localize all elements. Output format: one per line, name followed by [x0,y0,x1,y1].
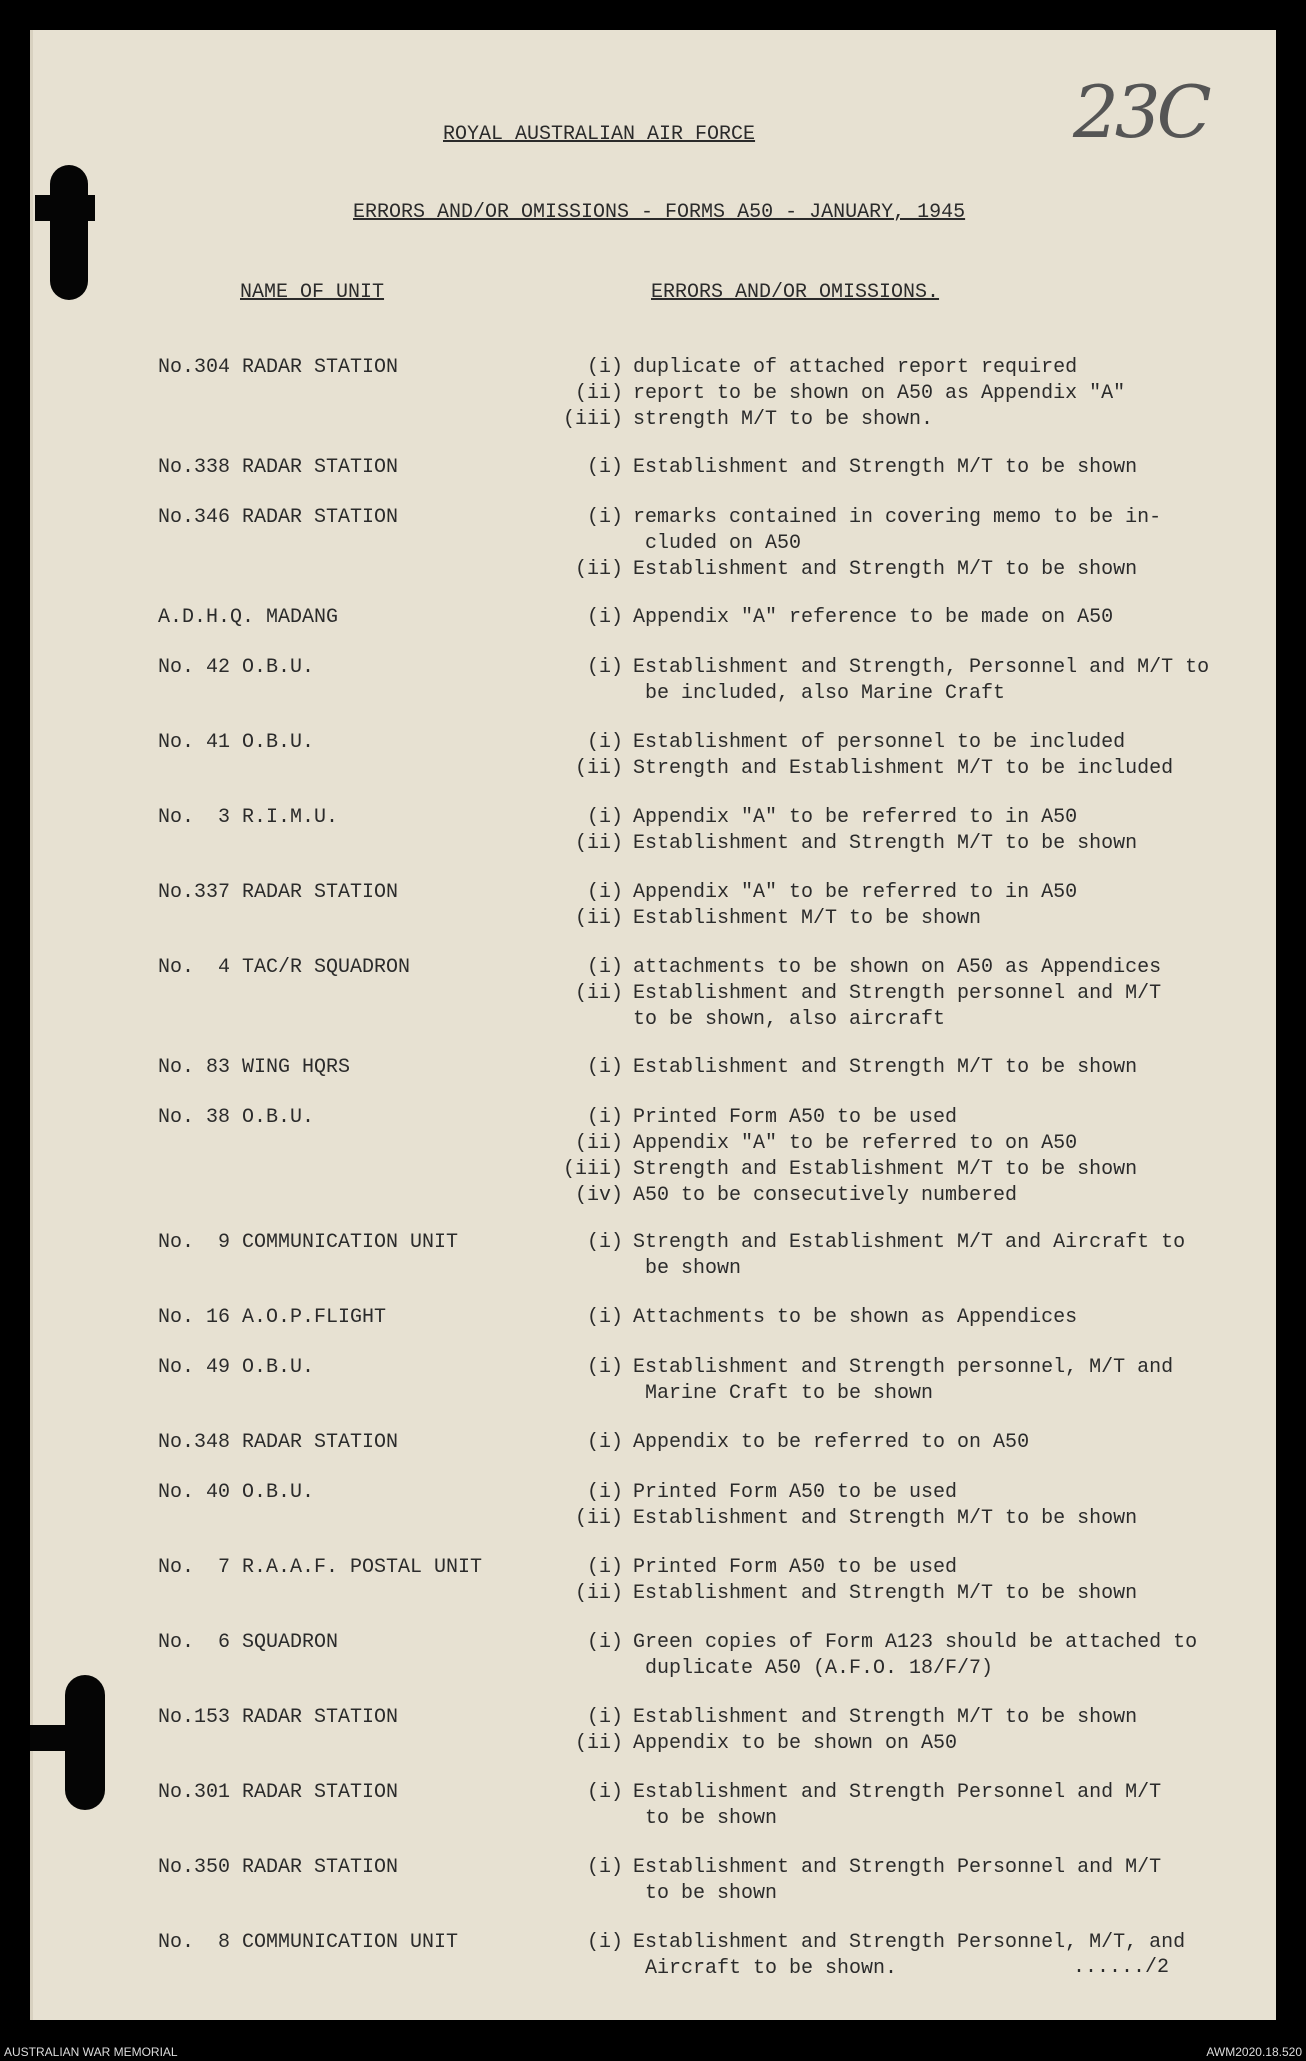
error-list [553,1355,1173,1407]
error-item [553,805,1137,831]
error-item [553,730,1173,756]
error-text: remarks contained in covering memo to be in- [633,506,1162,529]
error-text: be shown [633,1257,742,1280]
error-list [553,455,1137,481]
error-item [553,1230,1185,1256]
error-number: (i) [586,1556,623,1579]
error-text: cluded on A50 [633,532,802,555]
error-number: (i) [586,1106,623,1129]
error-number: (iv) [574,1184,623,1207]
error-number: (ii) [574,832,623,855]
error-number: (i) [586,656,623,679]
error-text: Establishment and Strength M/T to be shown [633,456,1138,479]
punch-hole-top [50,165,88,300]
error-item [553,1555,1137,1581]
error-list [553,805,1137,857]
error-text: duplicate A50 (A.F.O. 18/F/7) [633,1657,994,1680]
error-text: Establishment and Strength M/T to be shown [633,1507,1138,1530]
unit-name: No.153 RADAR STATION [158,1706,399,1729]
error-list [553,1055,1137,1081]
unit-name: No.350 RADAR STATION [158,1856,399,1879]
error-list [553,1480,1137,1532]
error-item [553,981,1161,1007]
error-text: duplicate of attached report required [633,356,1078,379]
error-number: (i) [586,1931,623,1954]
error-item [553,1506,1137,1532]
error-list [553,880,1077,932]
error-item [553,1480,1137,1506]
error-list [553,1780,1161,1832]
folio-number: 23C [1073,70,1208,154]
error-text: Establishment and Strength M/T to be shown [633,1706,1138,1729]
error-item [553,1131,1137,1157]
error-item [553,355,1125,381]
error-text: Appendix to be shown on A50 [633,1732,958,1755]
error-text: Appendix "A" to be referred to in A50 [633,881,1078,904]
error-list [553,1555,1137,1607]
error-number: (ii) [574,757,623,780]
error-text: Printed Form A50 to be used [633,1556,958,1579]
error-list [553,1230,1185,1282]
error-item [553,831,1137,857]
error-item [553,455,1137,481]
error-text: Establishment and Strength Personnel and M/T [633,1781,1162,1804]
unit-name: No.346 RADAR STATION [158,506,399,529]
error-item [553,1157,1137,1183]
error-text: Establishment and Strength M/T to be shown [633,1582,1138,1605]
error-item [553,505,1161,531]
error-number: (ii) [574,1132,623,1155]
unit-name: No. 40 O.B.U. [158,1481,315,1504]
error-text: Appendix "A" to be referred to on A50 [633,1132,1078,1155]
unit-name: No.348 RADAR STATION [158,1431,399,1454]
footer-left: AUSTRALIAN WAR MEMORIAL [4,2045,178,2059]
error-text: to be shown, also aircraft [633,1008,946,1031]
error-item [553,605,1113,631]
error-text: Appendix to be referred to on A50 [633,1431,1030,1454]
error-list [553,505,1161,583]
unit-name: No. 16 A.O.P.FLIGHT [158,1306,387,1329]
error-number: (i) [586,1781,623,1804]
error-item [553,1055,1137,1081]
error-number: (i) [586,1431,623,1454]
unit-name: No. 83 WING HQRS [158,1056,351,1079]
unit-name: No. 49 O.B.U. [158,1356,315,1379]
error-item [553,906,1077,932]
error-item [553,681,1209,707]
error-number: (ii) [574,382,623,405]
error-number: (iii) [562,408,623,431]
error-number: (i) [586,956,623,979]
error-number: (i) [586,1056,623,1079]
unit-name: No. 6 SQUADRON [158,1631,339,1654]
error-text: Aircraft to be shown. [633,1957,898,1980]
error-list [553,1705,1137,1757]
header-errors: ERRORS AND/OR OMISSIONS. [651,281,940,304]
header-unit: NAME OF UNIT [240,281,385,304]
error-text: to be shown [633,1882,778,1905]
error-text: Strength and Establishment M/T to be included [633,757,1174,780]
document-page [30,30,1276,2020]
error-item [553,1881,1161,1907]
error-item [553,1256,1185,1282]
error-text: Establishment and Strength, Personnel and M/T to [633,656,1210,679]
document-title: ROYAL AUSTRALIAN AIR FORCE [443,123,756,146]
error-item [553,1430,1029,1456]
error-number: (ii) [574,1582,623,1605]
error-item [553,655,1209,681]
error-item [553,381,1125,407]
unit-name: A.D.H.Q. MADANG [158,606,339,629]
error-text: strength M/T to be shown. [633,408,934,431]
error-item [553,1705,1137,1731]
error-list [553,1105,1137,1209]
error-number: (ii) [574,558,623,581]
error-item [553,1806,1161,1832]
error-text: Printed Form A50 to be used [633,1481,958,1504]
error-item [553,756,1173,782]
error-text: be included, also Marine Craft [633,682,1006,705]
error-list [553,1305,1077,1331]
error-text: A50 to be consecutively numbered [633,1184,1018,1207]
error-text: report to be shown on A50 as Appendix "A" [633,382,1126,405]
error-number: (i) [586,1706,623,1729]
error-text: Strength and Establishment M/T and Aircraft to [633,1231,1186,1254]
error-item [553,1780,1161,1806]
error-number: (ii) [574,1507,623,1530]
error-number: (i) [586,806,623,829]
error-list [553,730,1173,782]
error-item [553,1105,1137,1131]
error-number: (i) [586,1856,623,1879]
error-number: (i) [586,1481,623,1504]
error-item [553,557,1161,583]
unit-name: No. 38 O.B.U. [158,1106,315,1129]
error-text: Appendix "A" to be referred to in A50 [633,806,1078,829]
document-subtitle: ERRORS AND/OR OMISSIONS - FORMS A50 - JANUARY, 1945 [353,201,966,224]
error-text: Printed Form A50 to be used [633,1106,958,1129]
error-number: (i) [586,606,623,629]
unit-name: No.338 RADAR STATION [158,456,399,479]
error-text: Establishment and Strength Personnel and M/T [633,1856,1162,1879]
error-number: (i) [586,731,623,754]
error-text: to be shown [633,1807,778,1830]
error-item [553,1381,1173,1407]
error-item [553,1007,1161,1033]
error-item [553,1183,1137,1209]
footer-right: AWM2020.18.520 [1206,2045,1302,2059]
error-text: Marine Craft to be shown [633,1382,934,1405]
binder-clip-bottom [30,1725,90,1751]
error-list [553,655,1209,707]
error-list [553,1430,1029,1456]
error-text: Establishment and Strength Personnel, M/T, and [633,1931,1186,1954]
error-item [553,1581,1137,1607]
error-number: (i) [586,1306,623,1329]
unit-name: No.301 RADAR STATION [158,1781,399,1804]
unit-name: No.304 RADAR STATION [158,356,399,379]
unit-name: No. 4 TAC/R SQUADRON [158,956,411,979]
error-text: Establishment and Strength M/T to be shown [633,1056,1138,1079]
error-number: (ii) [574,1732,623,1755]
error-item [553,1630,1197,1656]
error-item [553,1305,1077,1331]
error-text: Establishment and Strength M/T to be shown [633,832,1138,855]
error-number: (i) [586,506,623,529]
error-number: (i) [586,1231,623,1254]
error-list [553,605,1113,631]
error-number: (i) [586,456,623,479]
error-item [553,1355,1173,1381]
error-text: Strength and Establishment M/T to be shown [633,1158,1138,1181]
error-item [553,531,1161,557]
error-list [553,1630,1197,1682]
unit-name: No. 41 O.B.U. [158,731,315,754]
error-number: (ii) [574,982,623,1005]
continuation-mark: ....../2 [1073,1956,1170,1979]
error-item [553,955,1161,981]
error-item [553,880,1077,906]
error-list [553,355,1125,433]
error-list [553,1855,1161,1907]
error-number: (i) [586,1631,623,1654]
error-item [553,1855,1161,1881]
error-number: (i) [586,881,623,904]
error-number: (i) [586,356,623,379]
unit-name: No. 8 COMMUNICATION UNIT [158,1931,459,1954]
error-item [553,1656,1197,1682]
error-number: (iii) [562,1158,623,1181]
unit-name: No. 9 COMMUNICATION UNIT [158,1231,459,1254]
error-text: Establishment and Strength personnel and M/T [633,982,1162,1005]
error-text: Establishment of personnel to be included [633,731,1126,754]
unit-name: No.337 RADAR STATION [158,881,399,904]
error-list [553,955,1161,1033]
binder-clip-top [35,195,95,221]
error-number: (ii) [574,907,623,930]
error-text: attachments to be shown on A50 as Appendices [633,956,1162,979]
error-item [553,1731,1137,1757]
error-text: Green copies of Form A123 should be attached to [633,1631,1198,1654]
unit-name: No. 42 O.B.U. [158,656,315,679]
unit-name: No. 3 R.I.M.U. [158,806,339,829]
error-text: Establishment M/T to be shown [633,907,982,930]
error-item [553,1930,1185,1956]
error-text: Attachments to be shown as Appendices [633,1306,1078,1329]
error-text: Establishment and Strength M/T to be shown [633,558,1138,581]
error-number: (i) [586,1356,623,1379]
error-text: Appendix "A" reference to be made on A50 [633,606,1114,629]
error-item [553,407,1125,433]
unit-name: No. 7 R.A.A.F. POSTAL UNIT [158,1556,483,1579]
error-text: Establishment and Strength personnel, M/T and [633,1356,1174,1379]
